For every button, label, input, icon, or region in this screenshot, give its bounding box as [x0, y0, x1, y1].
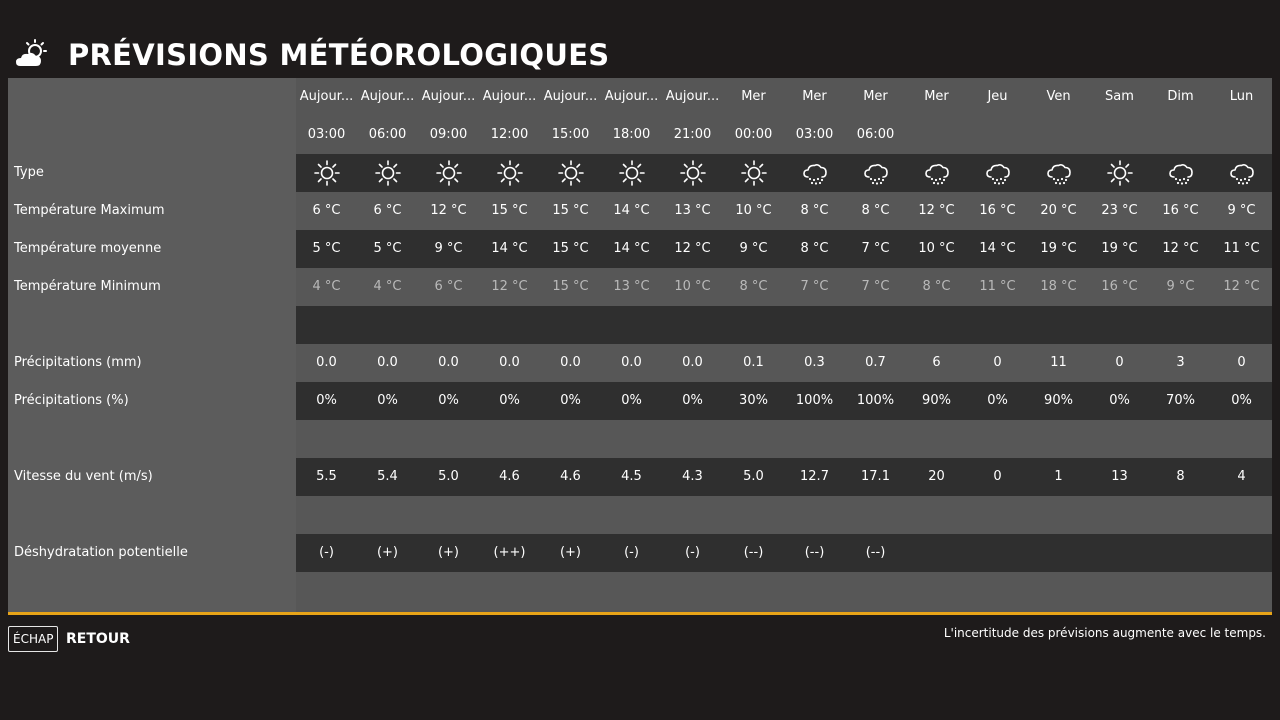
value-cell-wind: 5.0 — [438, 469, 459, 484]
column-time-label: 06:00 — [856, 127, 895, 142]
column-time-label — [1089, 116, 1150, 154]
value-cell-wind: 1 — [1054, 469, 1063, 484]
value-cell-temp-max: 9 °C — [1227, 203, 1256, 218]
value-cell-temp-min: 4 °C — [373, 279, 402, 294]
value-cell-temp-max: 13 °C — [674, 203, 711, 218]
column-time-label — [1211, 116, 1272, 154]
value-cell-temp-avg: 5 °C — [312, 241, 341, 256]
row-background — [296, 496, 1272, 534]
column-day-label: Aujour... — [665, 89, 720, 104]
value-cell-wind: 4.3 — [682, 469, 703, 484]
row-wind — [8, 458, 1272, 496]
column-time-label: 18:00 — [612, 127, 651, 142]
value-cell-wind: 5.4 — [377, 469, 398, 484]
value-cell-precip-pct: 0% — [560, 393, 581, 408]
value-cell-dehydration: (-) — [319, 545, 334, 560]
column-day-label: Aujour... — [421, 89, 476, 104]
value-cell-dehydration: (--) — [865, 545, 886, 560]
value-cell-temp-avg: 15 °C — [552, 241, 589, 256]
value-cell-temp-min: 10 °C — [674, 279, 711, 294]
page-header — [14, 34, 610, 76]
escape-key-button[interactable]: ÉCHAP — [8, 626, 58, 652]
weather-cell — [1150, 154, 1211, 192]
value-cell-temp-min: 8 °C — [739, 279, 768, 294]
value-cell-dehydration: (-) — [624, 545, 639, 560]
time-header-row — [296, 116, 1272, 154]
sun-icon — [496, 159, 524, 187]
row-temp-avg — [8, 230, 1272, 268]
sun-icon — [618, 159, 646, 187]
value-cell-temp-avg: 7 °C — [861, 241, 890, 256]
column-day-label: Sam — [1105, 89, 1134, 104]
value-cell-precip-mm: 0 — [993, 355, 1002, 370]
value-cell-precip-mm: 0.3 — [804, 355, 825, 370]
value-cell-precip-pct: 0% — [438, 393, 459, 408]
row-spacer-4 — [8, 572, 1272, 610]
column-time-label: 12:00 — [490, 127, 529, 142]
column-time-label — [1150, 116, 1211, 154]
value-cell-temp-max: 23 °C — [1101, 203, 1138, 218]
value-cell-precip-mm: 6 — [932, 355, 941, 370]
rain-cloud-icon — [1045, 159, 1073, 187]
rain-cloud-icon — [1228, 159, 1256, 187]
value-cell-precip-pct: 100% — [856, 393, 895, 408]
row-label-precip-mm: Précipitations (mm) — [14, 355, 142, 370]
value-cell-temp-min: 12 °C — [1223, 279, 1260, 294]
sun-icon — [679, 159, 707, 187]
forecast-panel — [8, 78, 1272, 612]
column-time-label — [906, 116, 967, 154]
value-cell-precip-pct: 0% — [316, 393, 337, 408]
row-type — [8, 154, 1272, 192]
value-cell-temp-avg: 19 °C — [1040, 241, 1077, 256]
value-cell-temp-min: 12 °C — [491, 279, 528, 294]
value-cell-temp-max: 16 °C — [979, 203, 1016, 218]
back-button[interactable]: RETOUR — [66, 631, 130, 647]
value-cell-wind: 5.0 — [743, 469, 764, 484]
value-cell-temp-max: 20 °C — [1040, 203, 1077, 218]
value-cell-temp-avg: 10 °C — [918, 241, 955, 256]
row-label-precip-pct: Précipitations (%) — [14, 393, 129, 408]
value-cell-precip-pct: 100% — [795, 393, 834, 408]
value-cell-temp-min: 8 °C — [922, 279, 951, 294]
value-cell-precip-mm: 0.0 — [621, 355, 642, 370]
weather-cell — [418, 154, 479, 192]
row-spacer-3 — [8, 496, 1272, 534]
value-cell-precip-pct: 90% — [922, 393, 951, 408]
sun-icon — [374, 159, 402, 187]
value-cell-wind: 0 — [993, 469, 1002, 484]
value-cell-temp-max: 16 °C — [1162, 203, 1199, 218]
column-time-label: 00:00 — [734, 127, 773, 142]
column-time-label: 03:00 — [795, 127, 834, 142]
column-time-label — [967, 116, 1028, 154]
value-cell-temp-min: 13 °C — [613, 279, 650, 294]
value-cell-temp-avg: 9 °C — [434, 241, 463, 256]
row-background — [296, 420, 1272, 458]
value-cell-precip-pct: 70% — [1166, 393, 1195, 408]
value-cell-temp-min: 7 °C — [800, 279, 829, 294]
row-label-temp-min: Température Minimum — [14, 279, 161, 294]
value-cell-dehydration: (--) — [743, 545, 764, 560]
value-cell-temp-max: 12 °C — [918, 203, 955, 218]
column-time-label: 03:00 — [307, 127, 346, 142]
value-cell-temp-min: 4 °C — [312, 279, 341, 294]
value-cell-temp-avg: 12 °C — [674, 241, 711, 256]
value-cell-precip-mm: 0.0 — [316, 355, 337, 370]
value-cell-temp-max: 8 °C — [800, 203, 829, 218]
row-spacer-1 — [8, 306, 1272, 344]
value-cell-temp-max: 6 °C — [312, 203, 341, 218]
sun-icon — [1106, 159, 1134, 187]
value-cell-precip-mm: 11 — [1050, 355, 1067, 370]
value-cell-wind: 17.1 — [861, 469, 890, 484]
row-precip-pct — [8, 382, 1272, 420]
row-background — [296, 306, 1272, 344]
weather-cell — [479, 154, 540, 192]
weather-cell — [967, 154, 1028, 192]
column-time-label: 09:00 — [429, 127, 468, 142]
column-day-label: Aujour... — [604, 89, 659, 104]
column-day-label: Aujour... — [299, 89, 354, 104]
value-cell-precip-pct: 0% — [987, 393, 1008, 408]
row-dehydration — [8, 534, 1272, 572]
value-cell-dehydration: (++) — [493, 545, 526, 560]
value-cell-temp-avg: 19 °C — [1101, 241, 1138, 256]
value-cell-precip-pct: 0% — [499, 393, 520, 408]
column-day-label: Mer — [802, 89, 827, 104]
column-day-label: Jeu — [987, 89, 1008, 104]
day-header-row — [296, 78, 1272, 116]
value-cell-temp-avg: 9 °C — [739, 241, 768, 256]
value-cell-precip-mm: 0 — [1115, 355, 1124, 370]
value-cell-dehydration: (--) — [804, 545, 825, 560]
value-cell-temp-min: 9 °C — [1166, 279, 1195, 294]
column-day-label: Mer — [924, 89, 949, 104]
rain-cloud-icon — [923, 159, 951, 187]
value-cell-precip-mm: 0.1 — [743, 355, 764, 370]
page-title: PRÉVISIONS MÉTÉOROLOGIQUES — [68, 38, 610, 72]
column-day-label: Mer — [863, 89, 888, 104]
value-cell-dehydration: (-) — [685, 545, 700, 560]
weather-cell — [784, 154, 845, 192]
value-cell-temp-avg: 11 °C — [1223, 241, 1260, 256]
weather-cell — [540, 154, 601, 192]
value-cell-wind: 4.6 — [499, 469, 520, 484]
value-cell-temp-min: 6 °C — [434, 279, 463, 294]
column-day-label: Dim — [1167, 89, 1194, 104]
sun-icon — [740, 159, 768, 187]
weather-cell — [723, 154, 784, 192]
value-cell-dehydration: (+) — [559, 545, 582, 560]
value-cell-temp-min: 7 °C — [861, 279, 890, 294]
row-temp-min — [8, 268, 1272, 306]
value-cell-temp-max: 6 °C — [373, 203, 402, 218]
value-cell-precip-mm: 0.0 — [560, 355, 581, 370]
weather-cell — [845, 154, 906, 192]
value-cell-precip-mm: 0.0 — [438, 355, 459, 370]
value-cell-wind: 12.7 — [800, 469, 829, 484]
value-cell-precip-pct: 0% — [1231, 393, 1252, 408]
value-cell-precip-mm: 3 — [1176, 355, 1185, 370]
column-day-label: Lun — [1229, 89, 1254, 104]
column-time-label: 15:00 — [551, 127, 590, 142]
value-cell-wind: 8 — [1176, 469, 1185, 484]
value-cell-temp-min: 16 °C — [1101, 279, 1138, 294]
value-cell-precip-pct: 0% — [621, 393, 642, 408]
value-cell-precip-mm: 0 — [1237, 355, 1246, 370]
rain-cloud-icon — [862, 159, 890, 187]
value-cell-wind: 13 — [1111, 469, 1128, 484]
accent-divider — [8, 612, 1272, 615]
value-cell-precip-mm: 0.0 — [499, 355, 520, 370]
column-day-label: Mer — [741, 89, 766, 104]
weather-cell — [601, 154, 662, 192]
rain-cloud-icon — [1167, 159, 1195, 187]
row-temp-max — [8, 192, 1272, 230]
uncertainty-note: L'incertitude des prévisions augmente avec le temps. — [943, 626, 1266, 640]
value-cell-temp-min: 18 °C — [1040, 279, 1077, 294]
row-label-type: Type — [14, 165, 44, 180]
value-cell-temp-avg: 14 °C — [979, 241, 1016, 256]
value-cell-temp-max: 8 °C — [861, 203, 890, 218]
row-spacer-2 — [8, 420, 1272, 458]
row-background — [296, 572, 1272, 610]
value-cell-precip-pct: 0% — [682, 393, 703, 408]
column-day-label: Aujour... — [360, 89, 415, 104]
row-label-wind: Vitesse du vent (m/s) — [14, 469, 153, 484]
sun-icon — [435, 159, 463, 187]
value-cell-wind: 20 — [928, 469, 945, 484]
value-cell-temp-max: 10 °C — [735, 203, 772, 218]
value-cell-precip-mm: 0.7 — [865, 355, 886, 370]
row-label-temp-max: Température Maximum — [14, 203, 165, 218]
weather-cell — [296, 154, 357, 192]
column-day-label: Ven — [1046, 89, 1071, 104]
value-cell-wind: 4.5 — [621, 469, 642, 484]
weather-cell — [357, 154, 418, 192]
column-time-label — [1028, 116, 1089, 154]
weather-cell — [906, 154, 967, 192]
value-cell-temp-avg: 12 °C — [1162, 241, 1199, 256]
weather-cell — [1211, 154, 1272, 192]
row-label-dehydration: Déshydratation potentielle — [14, 545, 188, 560]
value-cell-precip-pct: 30% — [739, 393, 768, 408]
rain-cloud-icon — [801, 159, 829, 187]
value-cell-wind: 4 — [1237, 469, 1246, 484]
weather-cell — [662, 154, 723, 192]
value-cell-temp-avg: 5 °C — [373, 241, 402, 256]
value-cell-precip-pct: 0% — [377, 393, 398, 408]
value-cell-temp-max: 12 °C — [430, 203, 467, 218]
value-cell-temp-avg: 8 °C — [800, 241, 829, 256]
sun-icon — [557, 159, 585, 187]
column-time-label: 06:00 — [368, 127, 407, 142]
row-label-temp-avg: Température moyenne — [14, 241, 162, 256]
value-cell-wind: 4.6 — [560, 469, 581, 484]
column-day-label: Aujour... — [543, 89, 598, 104]
row-precip-mm — [8, 344, 1272, 382]
value-cell-temp-max: 14 °C — [613, 203, 650, 218]
value-cell-precip-mm: 0.0 — [682, 355, 703, 370]
value-cell-temp-min: 11 °C — [979, 279, 1016, 294]
value-cell-precip-mm: 0.0 — [377, 355, 398, 370]
value-cell-temp-max: 15 °C — [491, 203, 528, 218]
value-cell-dehydration: (+) — [376, 545, 399, 560]
weather-cell — [1089, 154, 1150, 192]
value-cell-dehydration: (+) — [437, 545, 460, 560]
value-cell-precip-pct: 90% — [1044, 393, 1073, 408]
column-day-label: Aujour... — [482, 89, 537, 104]
value-cell-wind: 5.5 — [316, 469, 337, 484]
value-cell-temp-min: 15 °C — [552, 279, 589, 294]
sun-cloud-icon — [14, 38, 50, 72]
sun-icon — [313, 159, 341, 187]
value-cell-temp-avg: 14 °C — [613, 241, 650, 256]
value-cell-temp-avg: 14 °C — [491, 241, 528, 256]
value-cell-precip-pct: 0% — [1109, 393, 1130, 408]
column-time-label: 21:00 — [673, 127, 712, 142]
value-cell-temp-max: 15 °C — [552, 203, 589, 218]
rain-cloud-icon — [984, 159, 1012, 187]
weather-cell — [1028, 154, 1089, 192]
